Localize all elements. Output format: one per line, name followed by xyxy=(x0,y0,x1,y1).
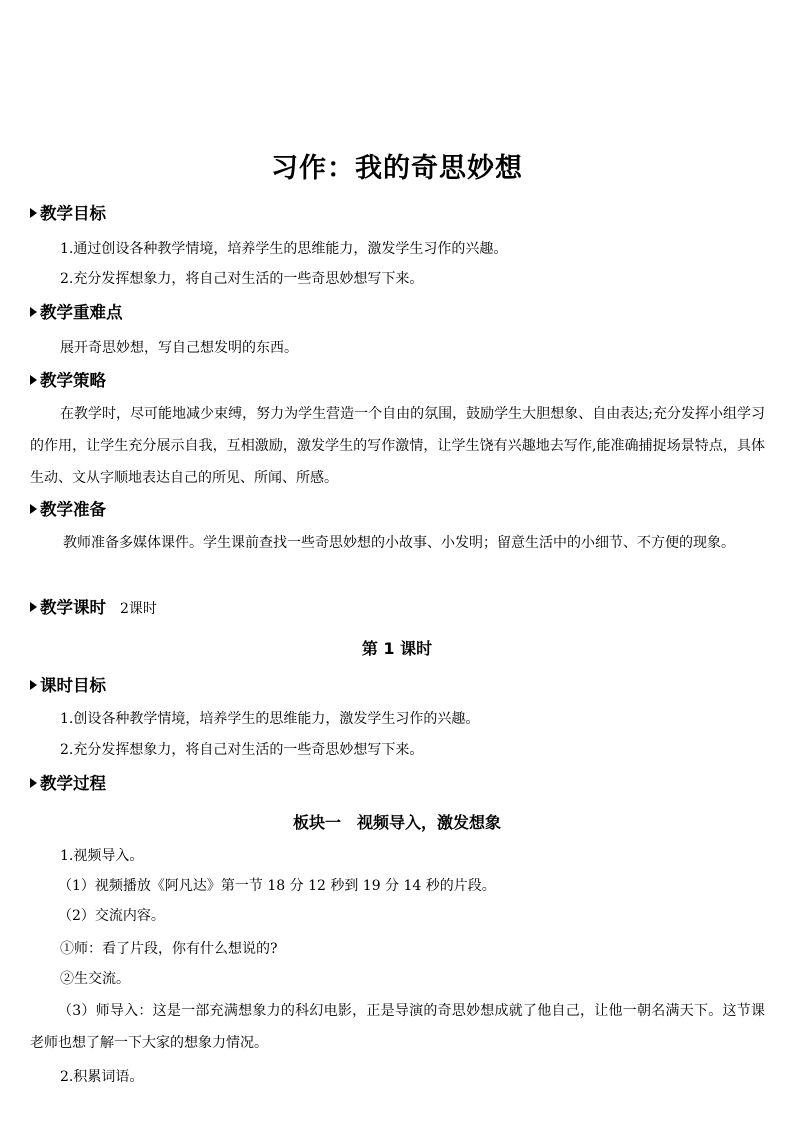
section-heading-teaching-preparation: 教学准备 xyxy=(30,499,106,521)
section-heading-key-difficulties: 教学重难点 xyxy=(30,302,123,324)
triangle-bullet-icon xyxy=(30,602,37,612)
block-title: 板块一 视频导入，激发想象 xyxy=(292,813,501,832)
teaching-strategy-text: 在教学时，尽可能地减少束缚，努力为学生营造一个自由的氛围，鼓励学生大胆想象、自由表达;充分发挥小组学习的作用，让学生充分展示自我，互相激励，激发学生的写作激情，让学生饶有兴趣地去写作,能准确捕捉场景特点，具体生动、文从字顺地表达自己的所见、所闻、所感。 xyxy=(30,406,765,486)
process-line-3: （2）交流内容。 xyxy=(58,908,165,924)
teaching-preparation-text: 教师准备多媒体课件。学生课前查找一些奇思妙想的小故事、小发明；留意生活中的小细节、不方便的现象。 xyxy=(63,535,735,551)
process-line-5: ②生交流。 xyxy=(60,971,130,987)
triangle-bullet-icon xyxy=(30,375,37,385)
lesson-goal-item-1: 1.创设各种教学情境，培养学生的思维能力，激发学生习作的兴趣。 xyxy=(60,711,480,727)
section-heading-class-hours: 教学课时 2课时 xyxy=(30,597,157,620)
goal-item-1: 1.通过创设各种教学情境，培养学生的思维能力，激发学生习作的兴趣。 xyxy=(60,241,508,257)
section-heading-teaching-strategy: 教学策略 xyxy=(30,370,106,392)
triangle-bullet-icon xyxy=(30,778,37,788)
process-line-1: 1.视频导入。 xyxy=(60,848,144,864)
goal-item-2: 2.充分发挥想象力，将自己对生活的一些奇思妙想写下来。 xyxy=(60,271,424,287)
section-heading-lesson-goals: 课时目标 xyxy=(30,675,106,697)
document-title: 习作：我的奇思妙想 xyxy=(271,153,523,184)
process-line-4: ①师：看了片段，你有什么想说的? xyxy=(60,941,278,957)
lesson-title: 第 1 课时 xyxy=(361,639,433,658)
class-hours-value: 2课时 xyxy=(120,601,157,617)
key-difficulties-text: 展开奇思妙想，写自己想发明的东西。 xyxy=(60,340,298,356)
process-line-6: （3）师导入：这是一部充满想象力的科幻电影，正是导演的奇思妙想成就了他自己，让他一朝名满天下。这节课老师也想了解一下大家的想象力情况。 xyxy=(30,1003,765,1051)
lesson-goal-item-2: 2.充分发挥想象力，将自己对生活的一些奇思妙想写下来。 xyxy=(60,742,424,758)
triangle-bullet-icon xyxy=(30,504,37,514)
triangle-bullet-icon xyxy=(30,307,37,317)
section-heading-teaching-process: 教学过程 xyxy=(30,773,106,795)
triangle-bullet-icon xyxy=(30,680,37,690)
triangle-bullet-icon xyxy=(30,208,37,218)
section-heading-teaching-goals: 教学目标 xyxy=(30,203,106,225)
process-line-2: （1）视频播放《阿凡达》第一节 18 分 12 秒到 19 分 14 秒的片段。 xyxy=(58,878,496,894)
process-line-7: 2.积累词语。 xyxy=(60,1069,144,1085)
